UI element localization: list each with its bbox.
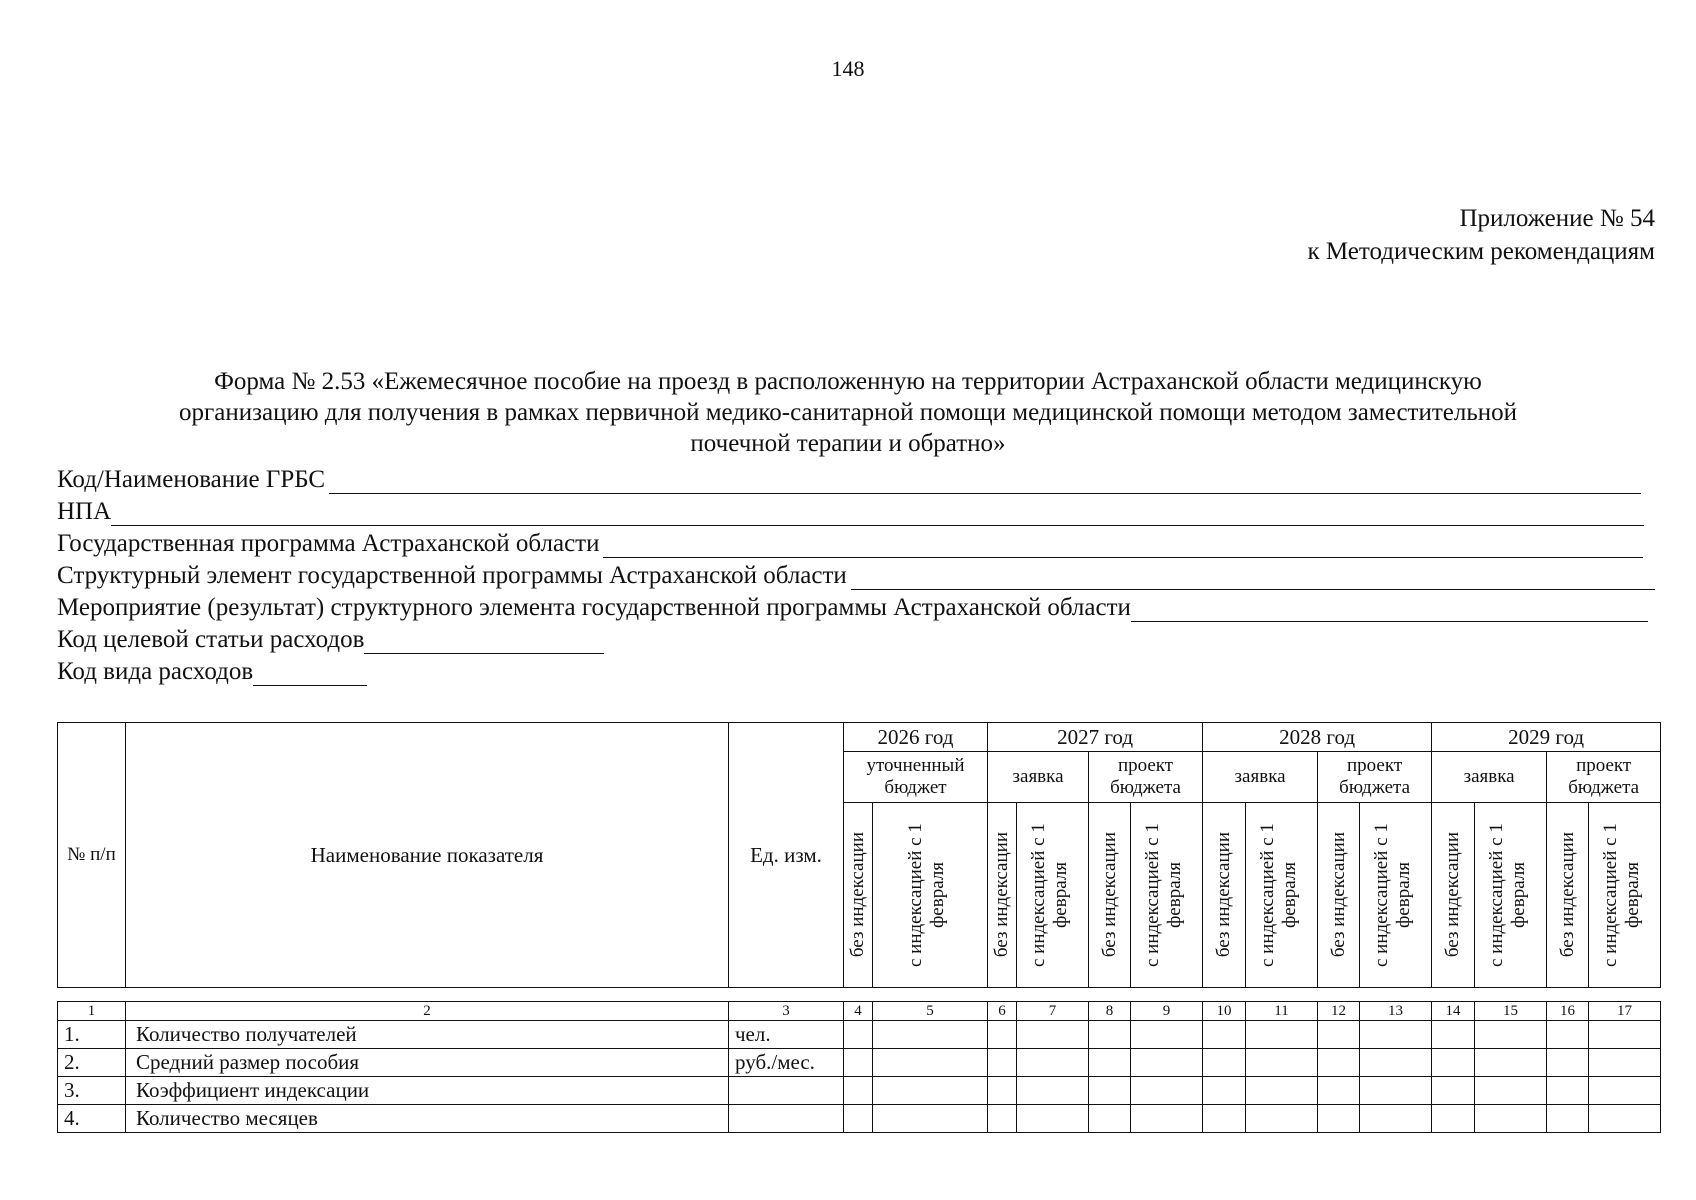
- column-number: 10: [1203, 1002, 1246, 1021]
- value-cell[interactable]: [1089, 1077, 1131, 1105]
- field-activity: [57, 590, 1647, 622]
- column-number: 16: [1547, 1002, 1589, 1021]
- subheader-refined-budget-2026: уточненный бюджет: [844, 752, 988, 803]
- value-cell[interactable]: [1360, 1105, 1432, 1133]
- field-expense-type: [57, 654, 1647, 686]
- value-cell[interactable]: [1017, 1021, 1089, 1049]
- value-cell[interactable]: [1131, 1105, 1203, 1133]
- value-cell[interactable]: [1547, 1105, 1589, 1133]
- col-header-with-index-5: с индексацией с 1 февраля: [873, 803, 988, 988]
- row-number: 4.: [58, 1105, 126, 1133]
- subheader-request-2029: заявка: [1432, 752, 1547, 803]
- col-header-with-index-13: с индексацией с 1 февраля: [1360, 803, 1432, 988]
- field-structural-element-label: Структурный элемент государственной программы Астраханской области: [57, 562, 847, 589]
- field-structural-element: [57, 558, 1647, 590]
- form-title-line-3: почечной терапии и обратно»: [690, 430, 1006, 457]
- field-target-article: [57, 622, 1647, 654]
- value-cell[interactable]: [988, 1021, 1017, 1049]
- value-cell[interactable]: [1089, 1105, 1131, 1133]
- value-cell[interactable]: [1475, 1077, 1547, 1105]
- value-cell[interactable]: [1475, 1105, 1547, 1133]
- value-cell[interactable]: [1017, 1049, 1089, 1077]
- value-cell[interactable]: [844, 1105, 873, 1133]
- value-cell[interactable]: [1360, 1049, 1432, 1077]
- field-activity-blank[interactable]: [1131, 599, 1648, 622]
- column-number: 8: [1089, 1002, 1131, 1021]
- value-cell[interactable]: [988, 1105, 1017, 1133]
- field-grbs-label: Код/Наименование ГРБС: [57, 466, 326, 493]
- value-cell[interactable]: [1246, 1021, 1318, 1049]
- value-cell[interactable]: [1017, 1077, 1089, 1105]
- col-header-no-index-4: без индексации: [844, 803, 873, 988]
- col-header-no: № п/п: [58, 723, 126, 988]
- appendix-reference: к Методическим рекомендациям: [1307, 238, 1655, 265]
- indicator-name: Количество получателей: [126, 1021, 729, 1049]
- subheader-project-2028: проект бюджета: [1318, 752, 1432, 803]
- page-number: 148: [831, 56, 865, 81]
- value-cell[interactable]: [844, 1021, 873, 1049]
- indicator-unit: чел.: [729, 1021, 844, 1049]
- value-cell[interactable]: [1589, 1105, 1661, 1133]
- year-header-2029: 2029 год: [1432, 723, 1661, 752]
- indicator-name: Коэффициент индексации: [126, 1077, 729, 1105]
- value-cell[interactable]: [988, 1077, 1017, 1105]
- table-row: [58, 1077, 1661, 1105]
- column-number: 4: [844, 1002, 873, 1021]
- col-header-with-index-15: с индексацией с 1 февраля: [1475, 803, 1547, 988]
- value-cell[interactable]: [1360, 1021, 1432, 1049]
- field-expense-type-label: Код вида расходов: [57, 658, 254, 685]
- field-expense-type-blank[interactable]: [253, 663, 367, 686]
- col-header-with-index-17: с индексацией с 1 февраля: [1589, 803, 1661, 988]
- value-cell[interactable]: [1432, 1077, 1475, 1105]
- value-cell[interactable]: [1318, 1021, 1360, 1049]
- column-number: 3: [729, 1002, 844, 1021]
- column-number: 1: [58, 1002, 126, 1021]
- appendix-heading: [1307, 202, 1655, 268]
- value-cell[interactable]: [1203, 1049, 1246, 1077]
- value-cell[interactable]: [1589, 1021, 1661, 1049]
- column-number: 15: [1475, 1002, 1547, 1021]
- column-number: 11: [1246, 1002, 1318, 1021]
- value-cell[interactable]: [844, 1077, 873, 1105]
- value-cell[interactable]: [1547, 1077, 1589, 1105]
- row-number: 3.: [58, 1077, 126, 1105]
- field-activity-label: Мероприятие (результат) структурного элемента государственной программы Астраханской области: [57, 594, 1131, 621]
- value-cell[interactable]: [1131, 1077, 1203, 1105]
- value-cell[interactable]: [1017, 1105, 1089, 1133]
- value-cell[interactable]: [1318, 1105, 1360, 1133]
- column-number: 12: [1318, 1002, 1360, 1021]
- row-number: 1.: [58, 1021, 126, 1049]
- col-header-no-index-14: без индексации: [1432, 803, 1475, 988]
- indicator-name: Количество месяцев: [126, 1105, 729, 1133]
- form-title-line-1: Форма № 2.53 «Ежемесячное пособие на проезд в расположенную на территории Астраханской области медицинскую: [214, 368, 1482, 395]
- value-cell[interactable]: [1432, 1105, 1475, 1133]
- column-number: 6: [988, 1002, 1017, 1021]
- column-number: 5: [873, 1002, 988, 1021]
- row-number: 2.: [58, 1049, 126, 1077]
- value-cell[interactable]: [1432, 1049, 1475, 1077]
- subheader-request-2027: заявка: [988, 752, 1089, 803]
- value-cell[interactable]: [1475, 1049, 1547, 1077]
- form-title-line-2: организацию для получения в рамках первичной медико-санитарной помощи медицинской помощи методом заместительной: [178, 399, 1517, 426]
- value-cell[interactable]: [988, 1049, 1017, 1077]
- value-cell[interactable]: [1318, 1077, 1360, 1105]
- value-cell[interactable]: [1089, 1049, 1131, 1077]
- field-grbs: [57, 462, 1647, 494]
- value-cell[interactable]: [873, 1021, 988, 1049]
- value-cell[interactable]: [873, 1077, 988, 1105]
- column-number: 17: [1589, 1002, 1661, 1021]
- value-cell[interactable]: [1360, 1077, 1432, 1105]
- appendix-number: Приложение № 54: [1459, 205, 1655, 232]
- field-program-label: Государственная программа Астраханской области: [57, 530, 600, 557]
- value-cell[interactable]: [1246, 1049, 1318, 1077]
- table-row: [58, 1049, 1661, 1077]
- field-program: [57, 526, 1647, 558]
- value-cell[interactable]: [1089, 1021, 1131, 1049]
- col-header-unit: Ед. изм.: [729, 723, 844, 988]
- col-header-with-index-7: с индексацией с 1 февраля: [1017, 803, 1089, 988]
- field-npa: [57, 494, 1647, 526]
- column-number: 7: [1017, 1002, 1089, 1021]
- col-header-no-index-8: без индексации: [1089, 803, 1131, 988]
- indicators-table-body: [57, 1001, 1661, 1133]
- col-header-no-index-12: без индексации: [1318, 803, 1360, 988]
- column-number: 9: [1131, 1002, 1203, 1021]
- subheader-request-2028: заявка: [1203, 752, 1318, 803]
- indicator-unit: руб./мес.: [729, 1049, 844, 1077]
- value-cell[interactable]: [1131, 1021, 1203, 1049]
- value-cell[interactable]: [1246, 1077, 1318, 1105]
- value-cell[interactable]: [1589, 1077, 1661, 1105]
- indicators-table-header: [57, 722, 1661, 988]
- column-numbers-row: [58, 1002, 1661, 1021]
- col-header-with-index-11: с индексацией с 1 февраля: [1246, 803, 1318, 988]
- field-npa-label: НПА: [57, 498, 112, 525]
- field-program-blank[interactable]: [603, 535, 1643, 558]
- col-header-no-index-6: без индексации: [988, 803, 1017, 988]
- year-header-2026: 2026 год: [844, 723, 988, 752]
- table-row: [58, 1021, 1661, 1049]
- value-cell[interactable]: [1589, 1049, 1661, 1077]
- form-fields: [57, 462, 1647, 686]
- value-cell[interactable]: [1318, 1049, 1360, 1077]
- column-number: 2: [126, 1002, 729, 1021]
- indicator-unit: [729, 1077, 844, 1105]
- subheader-project-2029: проект бюджета: [1547, 752, 1661, 803]
- field-target-article-blank[interactable]: [364, 631, 604, 654]
- table-row: [58, 1105, 1661, 1133]
- col-header-no-index-10: без индексации: [1203, 803, 1246, 988]
- field-structural-element-blank[interactable]: [851, 567, 1655, 590]
- value-cell[interactable]: [1432, 1021, 1475, 1049]
- form-title: [80, 366, 1616, 459]
- value-cell[interactable]: [1131, 1049, 1203, 1077]
- value-cell[interactable]: [1547, 1049, 1589, 1077]
- column-number: 14: [1432, 1002, 1475, 1021]
- value-cell[interactable]: [1475, 1021, 1547, 1049]
- value-cell[interactable]: [873, 1049, 988, 1077]
- col-header-no-index-16: без индексации: [1547, 803, 1589, 988]
- year-header-2028: 2028 год: [1203, 723, 1432, 752]
- value-cell[interactable]: [1203, 1077, 1246, 1105]
- col-header-with-index-9: с индексацией с 1 февраля: [1131, 803, 1203, 988]
- subheader-project-2027: проект бюджета: [1089, 752, 1203, 803]
- value-cell[interactable]: [873, 1105, 988, 1133]
- value-cell[interactable]: [1203, 1021, 1246, 1049]
- value-cell[interactable]: [844, 1049, 873, 1077]
- value-cell[interactable]: [1246, 1105, 1318, 1133]
- indicator-name: Средний размер пособия: [126, 1049, 729, 1077]
- column-number: 13: [1360, 1002, 1432, 1021]
- field-grbs-blank[interactable]: [329, 471, 1641, 494]
- col-header-name: Наименование показателя: [126, 723, 729, 988]
- year-header-2027: 2027 год: [988, 723, 1203, 752]
- value-cell[interactable]: [1547, 1021, 1589, 1049]
- field-npa-blank[interactable]: [111, 503, 1644, 526]
- indicator-unit: [729, 1105, 844, 1133]
- value-cell[interactable]: [1203, 1105, 1246, 1133]
- field-target-article-label: Код целевой статьи расходов: [57, 626, 365, 653]
